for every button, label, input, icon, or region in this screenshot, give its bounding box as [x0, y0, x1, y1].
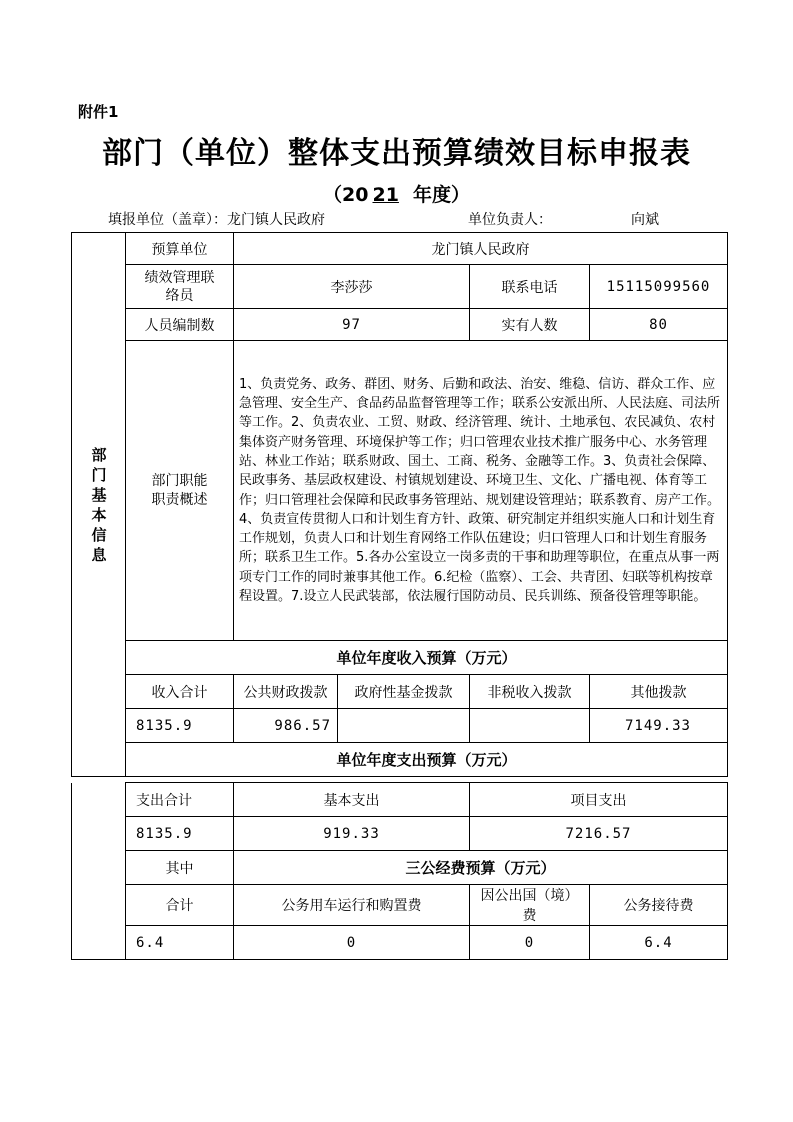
income-non-tax-value: [470, 709, 590, 743]
income-total-value: 8135.9: [126, 709, 234, 743]
income-col-total: 收入合计: [126, 675, 234, 709]
income-budget-heading: 单位年度收入预算（万元）: [126, 641, 728, 675]
budget-table: [71, 232, 728, 811]
expense-basic-value: 919.33: [234, 817, 470, 851]
duties-label: 部门职能职责概述: [126, 341, 234, 641]
year-prefix: （20: [323, 184, 369, 206]
of-which-label: 其中: [126, 851, 234, 885]
expense-total-value: 8135.9: [126, 817, 234, 851]
three-public-col-reception: 公务接待费: [590, 885, 728, 926]
three-public-col-overseas: 因公出国（境）费: [470, 885, 590, 926]
three-public-vehicles-value: 0: [234, 926, 470, 960]
actual-staff-label: 实有人数: [470, 309, 590, 341]
page-title: 部门（单位）整体支出预算绩效目标申报表: [102, 136, 691, 171]
left-margin-cell: [72, 783, 126, 960]
section-basic-info: 部门基本信息: [72, 233, 126, 777]
year-line: [0, 180, 793, 207]
expense-col-basic: 基本支出: [234, 783, 470, 817]
income-col-non-tax: 非税收入拨款: [470, 675, 590, 709]
staff-quota-label: 人员编制数: [126, 309, 234, 341]
three-public-overseas-value: 0: [470, 926, 590, 960]
income-col-other: 其他拨款: [590, 675, 728, 709]
income-public-finance-value: 986.57: [234, 709, 338, 743]
income-other-value: 7149.33: [590, 709, 728, 743]
reporting-unit: 填报单位（盖章）：龙门镇人民政府: [108, 212, 325, 228]
budget-table-lower: [71, 782, 728, 960]
staff-quota-value: 97: [234, 309, 470, 341]
phone-label: 联系电话: [470, 265, 590, 309]
expense-col-project: 项目支出: [470, 783, 728, 817]
expense-col-total: 支出合计: [126, 783, 234, 817]
three-public-total-value: 6.4: [126, 926, 234, 960]
duties-description: 1、负责党务、政务、群团、财务、后勤和政法、治安、维稳、信访、群众工作、应急管理、安全生产、食品药品监督管理等工作；联系公安派出所、人民法庭、司法所等工作。2、负责农业、工贸、财政、经济管理、统计、土地承包、农民减负、农村集体资产财务管理、环境保护等工作；归口管理农业技术推广服务中心、水务管理站、林业工作站；联系财政、国土、工商、税务、金融等工作。3、负责社会保障、民政事务、基层政权建设、村镇规划建设、环境卫生、文化、广播电视、体育等工作；归口管理社会保障和民政事务管理站、规划建设管理站；联系教育、房产工作。 4、负责宣传贯彻人口和计划生育方针、政策、研究制定并组织实施人口和计划生育工作规划，负责人口和计划生育网络工作队伍建设；归口管理人口和计划生育服务所；联系卫生工作。5.各办公室设立一岗多责的干事和助理等职位，在重点从事一两项专门工作的同时兼事其他工作。6.纪检（监察）、工会、共青团、妇联等机构按章程设置。7.设立人民武装部，依法履行国防动员、民兵训练、预备役管理等职能。: [234, 341, 728, 641]
three-public-reception-value: 6.4: [590, 926, 728, 960]
year-digits: 21: [372, 184, 399, 206]
three-public-col-total: 合计: [126, 885, 234, 926]
attachment-label: 附件1: [78, 103, 119, 121]
expense-budget-heading: 单位年度支出预算（万元）: [126, 743, 728, 777]
budget-unit-label: 预算单位: [126, 233, 234, 265]
expense-project-value: 7216.57: [470, 817, 728, 851]
actual-staff-value: 80: [590, 309, 728, 341]
three-public-heading: 三公经费预算（万元）: [234, 851, 728, 885]
phone-value: 15115099560: [590, 265, 728, 309]
income-gov-fund-value: [338, 709, 470, 743]
income-col-gov-fund: 政府性基金拨款: [338, 675, 470, 709]
year-suffix: 年度）: [412, 184, 470, 206]
unit-head-label: 单位负责人：: [468, 212, 552, 228]
three-public-col-vehicles: 公务用车运行和购置费: [234, 885, 470, 926]
budget-unit-value: 龙门镇人民政府: [234, 233, 728, 265]
contact-name: 李莎莎: [234, 265, 470, 309]
contact-label: 绩效管理联络员: [126, 265, 234, 309]
income-col-public-finance: 公共财政拨款: [234, 675, 338, 709]
unit-head-name: 向斌: [631, 212, 659, 228]
